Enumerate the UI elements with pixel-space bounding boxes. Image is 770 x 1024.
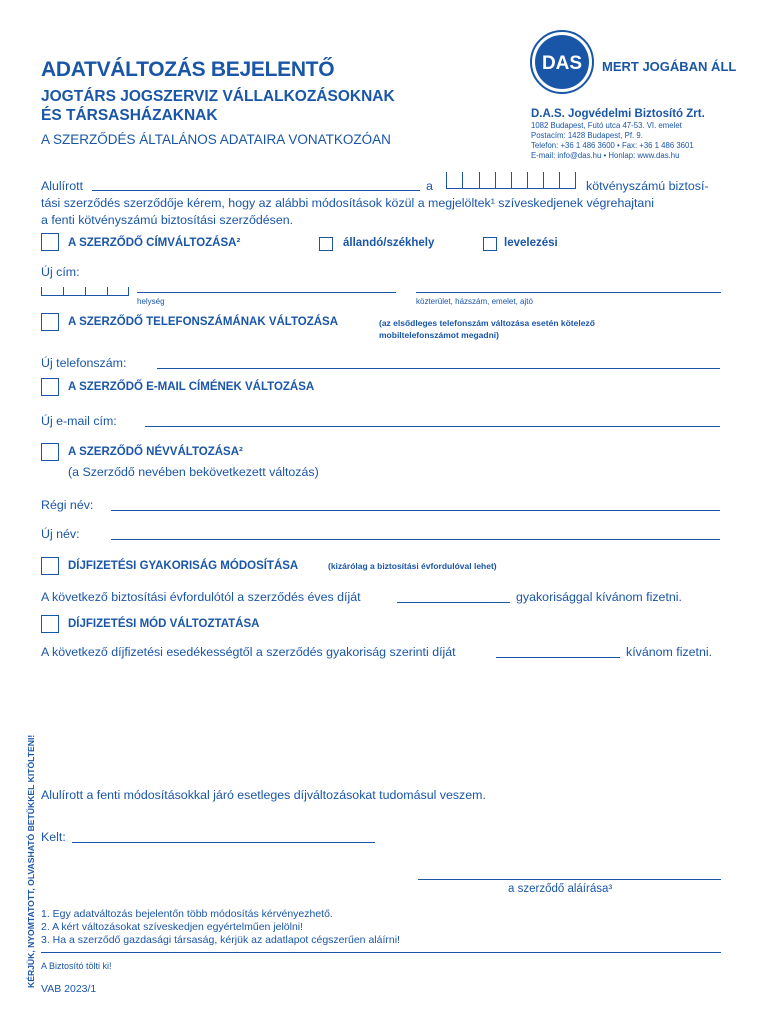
- street-field[interactable]: [416, 292, 721, 293]
- undersigned-name-field[interactable]: [92, 190, 420, 191]
- dated-label: Kelt:: [41, 830, 66, 844]
- address-change-label: A SZERZŐDŐ CÍMVÁLTOZÁSA²: [68, 237, 241, 249]
- new-phone-label: Új telefonszám:: [41, 356, 127, 370]
- phone-change-label: A SZERZŐDŐ TELEFONSZÁMÁNAK VÁLTOZÁSA: [68, 316, 339, 328]
- frequency-change-label: DÍJFIZETÉSI GYAKORISÁG MÓDOSÍTÁSA: [68, 560, 299, 572]
- permanent-address-checkbox[interactable]: [319, 237, 333, 251]
- name-change-label: A SZERZŐDŐ NÉVVÁLTOZÁSA²: [68, 446, 243, 458]
- method-text-after: kívánom fizetni.: [626, 645, 713, 659]
- slogan: MERT JOGÁBAN ÁLL: [602, 59, 737, 74]
- new-email-label: Új e-mail cím:: [41, 414, 117, 428]
- form-subtitle-2: ÉS TÁRSASHÁZAKNAK: [41, 107, 218, 124]
- frequency-field[interactable]: [397, 602, 510, 603]
- permanent-address-label: állandó/székhely: [343, 237, 435, 249]
- company-postal: Postacím: 1428 Budapest, Pf. 9.: [531, 131, 643, 140]
- old-name-field[interactable]: [111, 510, 720, 511]
- intro-line-3: a fenti kötvényszámú biztosítási szerződésen.: [41, 213, 294, 227]
- phone-change-note-2: mobiltelefonszámot megadni): [379, 330, 499, 340]
- street-caption: közterület, házszám, emelet, ajtó: [416, 297, 533, 306]
- intro-line-2: tási szerződés szerződője kérem, hogy az alábbi módosítások közül a megjelöltek¹ szíveskedjenek végrehajtani: [41, 196, 654, 210]
- method-change-checkbox[interactable]: [41, 615, 59, 633]
- intro-a: a: [426, 179, 433, 193]
- company-name: D.A.S. Jogvédelmi Biztosító Zrt.: [531, 108, 705, 120]
- new-name-field[interactable]: [111, 539, 720, 540]
- old-name-label: Régi név:: [41, 498, 94, 512]
- form-title: ADATVÁLTOZÁS BEJELENTŐ: [41, 58, 335, 81]
- footnotes: [41, 908, 400, 947]
- intro-policy-suffix: kötvényszámú biztosí-: [586, 179, 709, 193]
- company-phone: Telefon: +36 1 486 3600 • Fax: +36 1 486 3601: [531, 141, 694, 150]
- email-change-checkbox[interactable]: [41, 378, 59, 396]
- new-address-label: Új cím:: [41, 265, 80, 279]
- name-change-checkbox[interactable]: [41, 443, 59, 461]
- phone-change-checkbox[interactable]: [41, 313, 59, 331]
- footnote-2: 2. A kért változásokat szíveskedjen egyértelműen jelölni!: [41, 921, 304, 933]
- form-code: VAB 2023/1: [41, 983, 97, 995]
- insurer-fill-note: A Biztosító tölti ki!: [41, 961, 112, 971]
- new-name-label: Új név:: [41, 527, 80, 541]
- dated-field[interactable]: [72, 842, 375, 843]
- frequency-change-checkbox[interactable]: [41, 557, 59, 575]
- form-subtitle-1: JOGTÁRS JOGSZERVIZ VÁLLALKOZÁSOKNAK: [41, 88, 395, 105]
- signature-field[interactable]: [418, 879, 721, 880]
- address-change-checkbox[interactable]: [41, 233, 59, 251]
- acknowledge-text: Alulírott a fenti módosításokkal járó esetleges díjváltozásokat tudomásul veszem.: [41, 788, 486, 802]
- new-phone-field[interactable]: [157, 368, 720, 369]
- footnote-divider: [41, 952, 721, 953]
- city-field[interactable]: [137, 292, 396, 293]
- das-logo-text: DAS: [541, 53, 583, 74]
- fill-instruction-side-note: KÉRJÜK, NYOMTATOTT, OLVASHATÓ BETŰKKEL KITÖLTENI!: [26, 734, 36, 988]
- footnote-1: 1. Egy adatváltozás bejelentőn több módosítás kérvényezhető.: [41, 908, 333, 920]
- method-field[interactable]: [496, 657, 620, 658]
- postal-code-field[interactable]: [41, 287, 129, 296]
- frequency-text-before: A következő biztosítási évfordulótól a szerződés éves díját: [41, 590, 361, 604]
- policy-number-field[interactable]: [446, 172, 576, 189]
- footnote-3: 3. Ha a szerződő gazdasági társaság, kérjük az adatlapot cégszerűen aláírni!: [41, 934, 400, 946]
- name-change-note: (a Szerződő nevében bekövetkezett változás): [68, 465, 319, 479]
- form-subtitle-3: A SZERZŐDÉS ÁLTALÁNOS ADATAIRA VONATKOZÓAN: [41, 132, 391, 147]
- phone-change-note-1: (az elsődleges telefonszám változása esetén kötelező: [379, 318, 595, 328]
- mailing-address-label: levelezési: [504, 237, 558, 249]
- method-text-before: A következő díjfizetési esedékességtől a szerződés gyakoriság szerinti díját: [41, 645, 456, 659]
- undersigned-label: Alulírott: [41, 179, 84, 193]
- new-email-field[interactable]: [145, 426, 720, 427]
- das-logo: [529, 29, 595, 95]
- city-caption: helység: [137, 297, 165, 306]
- company-email: E-mail: info@das.hu • Honlap: www.das.hu: [531, 151, 680, 160]
- mailing-address-checkbox[interactable]: [483, 237, 497, 251]
- email-change-label: A SZERZŐDŐ E-MAIL CÍMÉNEK VÁLTOZÁSA: [68, 381, 315, 393]
- frequency-text-after: gyakorisággal kívánom fizetni.: [516, 590, 682, 604]
- signature-caption: a szerződő aláírása³: [508, 883, 613, 895]
- frequency-change-note: (kizárólag a biztosítási évfordulóval lehet): [328, 561, 497, 571]
- company-address: 1082 Budapest, Futó utca 47-53. VI. emelet: [531, 121, 682, 130]
- method-change-label: DÍJFIZETÉSI MÓD VÁLTOZTATÁSA: [68, 618, 260, 630]
